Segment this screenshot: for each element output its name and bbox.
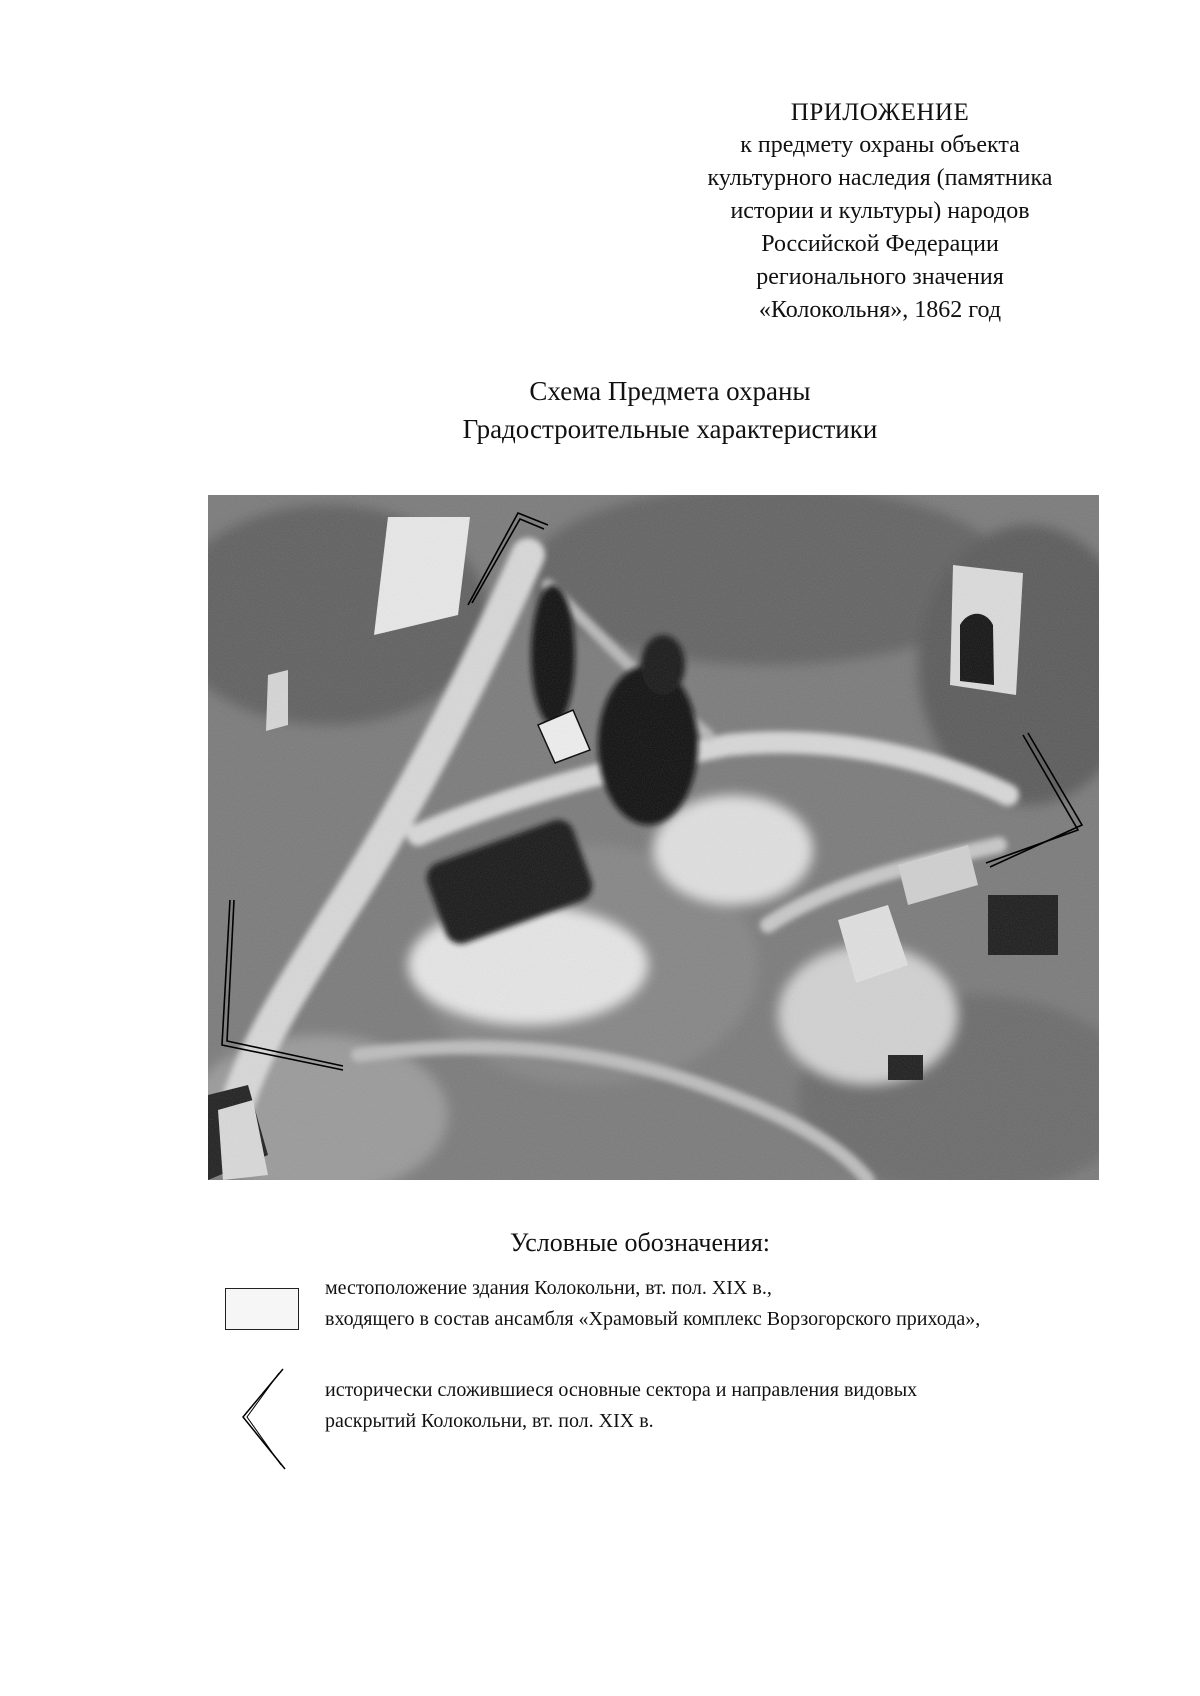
scheme-title-line1: Схема Предмета охраны	[529, 376, 811, 406]
legend-item-view-sector	[225, 1365, 1125, 1475]
building-location-swatch-icon	[225, 1288, 299, 1330]
appendix-line: культурного наследия (памятника	[707, 165, 1053, 191]
appendix-line: Российской Федерации	[761, 231, 999, 257]
appendix-line: истории и культуры) народов	[730, 198, 1030, 224]
aerial-photo-drawing	[208, 495, 1099, 1180]
legend-item-line: входящего в состав ансамбля «Храмовый комплекс Ворзогорского прихода»,	[325, 1308, 981, 1330]
legend-item-line: раскрытий Колокольни, вт. пол. XIX в.	[325, 1410, 654, 1432]
appendix-line: к предмету охраны объекта	[740, 132, 1020, 158]
appendix-line: регионального значения	[756, 264, 1004, 290]
appendix-heading: ПРИЛОЖЕНИЕ	[790, 99, 970, 126]
legend-item-text	[325, 1273, 980, 1335]
legend-item-line: исторически сложившиеся основные сектора и направления видовых	[325, 1379, 918, 1401]
legend-item-text	[325, 1375, 917, 1437]
appendix-header	[660, 96, 1100, 327]
legend-item-building-location	[225, 1273, 1125, 1343]
legend-title: Условные обозначения:	[509, 1228, 771, 1257]
legend-item-line: местоположение здания Колокольни, вт. пол. XIX в.,	[325, 1277, 772, 1299]
scheme-title	[360, 372, 980, 448]
aerial-photo	[208, 495, 1099, 1180]
view-sector-angle-icon	[235, 1365, 295, 1475]
scheme-title-line2: Градостроительные характеристики	[462, 414, 878, 444]
appendix-line: «Колокольня», 1862 год	[758, 297, 1002, 323]
